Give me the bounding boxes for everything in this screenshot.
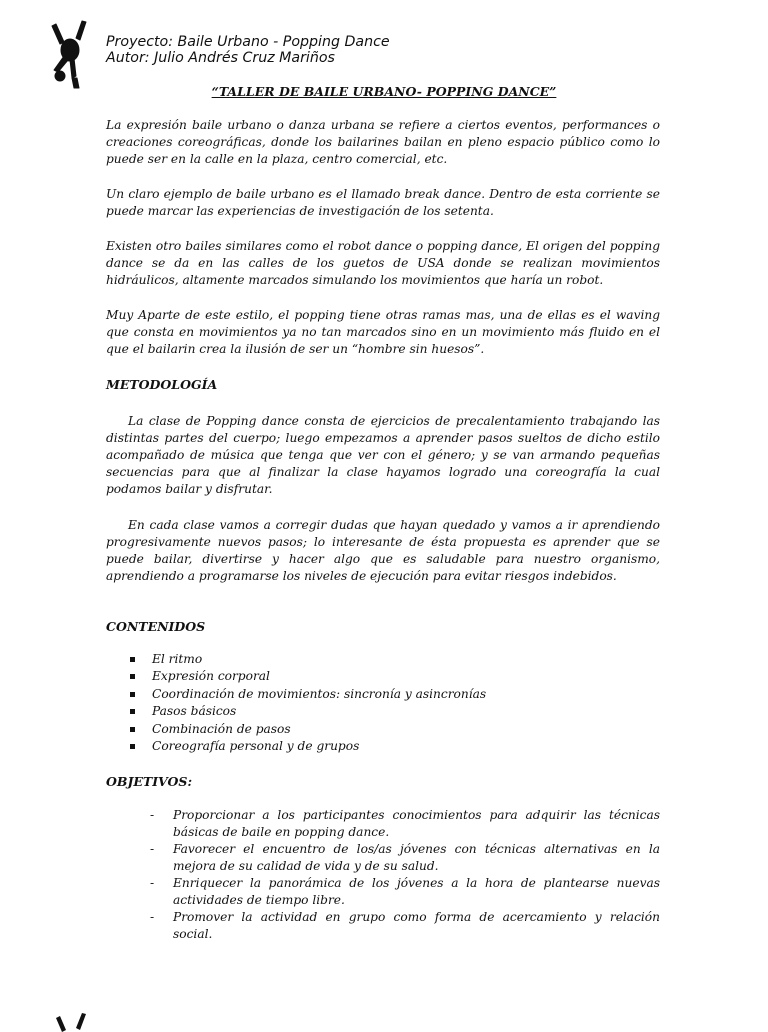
section-heading-metodologia: METODOLOGÍA <box>106 377 218 392</box>
list-item: - Favorecer el encuentro de los/as jóvenes con técnicas alternativas en la mejora de su calidad de vida y de su salud. <box>150 842 660 873</box>
list-item: - Enriquecer la panorámica de los jóvenes a la hora de plantearse nuevas actividades de tiempo libre. <box>150 876 660 907</box>
dash-marker: - <box>150 842 155 856</box>
section-heading-contenidos: CONTENIDOS <box>106 619 206 634</box>
square-bullet-icon <box>130 744 135 749</box>
intro-paragraph: La expresión baile urbano o danza urbana se refiere a ciertos eventos, performances o creaciones coreográficas, donde los bailarines bailan en pleno espacio público como lo puede ser en la calle en la plaza, centro comercial, etc. <box>106 118 660 166</box>
breakdancer-logo-icon <box>46 20 94 90</box>
project-title: Proyecto: Baile Urbano - Popping Dance <box>106 34 390 50</box>
document-header <box>106 34 390 66</box>
document-title: “TALLER DE BAILE URBANO- POPPING DANCE” <box>211 84 557 99</box>
square-bullet-icon <box>130 674 135 679</box>
list-item: Pasos básicos <box>106 703 486 720</box>
list-item: Combinación de pasos <box>106 721 486 738</box>
metodologia-paragraph: La clase de Popping dance consta de ejercicios de precalentamiento trabajando las distintas partes del cuerpo; luego empezamos a aprender pasos sueltos de dicho estilo acompañado de música que tenga que ver con el género; y se van armando pequeñas secuencias para que al finalizar la clase hayamos logrado una coreografía la cual podamos bailar y disfrutar. <box>106 414 660 496</box>
list-item: Coreografía personal y de grupos <box>106 738 486 755</box>
metodologia-paragraph: En cada clase vamos a corregir dudas que hayan quedado y vamos a ir aprendiendo progresivamente nuevos pasos; lo interesante de ésta propuesta es aprender que se puede bailar, divertirse y hacer algo que es saludable para nuestro organismo, aprendiendo a programarse los niveles de ejecución para evitar riesgos indebidos. <box>106 518 660 583</box>
dash-marker: - <box>150 876 155 890</box>
square-bullet-icon <box>130 727 135 732</box>
list-item: Expresión corporal <box>106 668 486 685</box>
objetivos-list <box>150 807 660 943</box>
list-item: El ritmo <box>106 651 486 668</box>
list-item: Coordinación de movimientos: sincronía y asincronías <box>106 686 486 703</box>
square-bullet-icon <box>130 692 135 697</box>
intro-paragraph: Existen otro bailes similares como el robot dance o popping dance, El origen del popping dance se da en las calles de los guetos de USA donde se realizan movimientos hidráulicos, altamente marcados simulando los movimientos que haría un robot. <box>106 239 660 287</box>
square-bullet-icon <box>130 657 135 662</box>
list-item: - Promover la actividad en grupo como forma de acercamiento y relación social. <box>150 910 660 941</box>
list-item: - Proporcionar a los participantes conocimientos para adquirir las técnicas básicas de baile en popping dance. <box>150 808 660 839</box>
section-heading-objetivos: OBJETIVOS: <box>106 774 193 789</box>
breakdancer-logo-icon <box>52 1012 92 1032</box>
author-line: Autor: Julio Andrés Cruz Mariños <box>106 50 335 66</box>
intro-paragraph: Un claro ejemplo de baile urbano es el llamado break dance. Dentro de esta corriente se puede marcar las experiencias de investigación de los setenta. <box>106 187 660 218</box>
square-bullet-icon <box>130 709 135 714</box>
contenidos-list <box>106 651 486 755</box>
dash-marker: - <box>150 808 155 822</box>
dash-marker: - <box>150 910 155 924</box>
intro-paragraph: Muy Aparte de este estilo, el popping tiene otras ramas mas, una de ellas es el waving que consta en movimientos ya no tan marcados sino en un movimiento más fluido en el que el bailarin crea la ilusión de ser un “hombre sin huesos”. <box>106 308 660 356</box>
